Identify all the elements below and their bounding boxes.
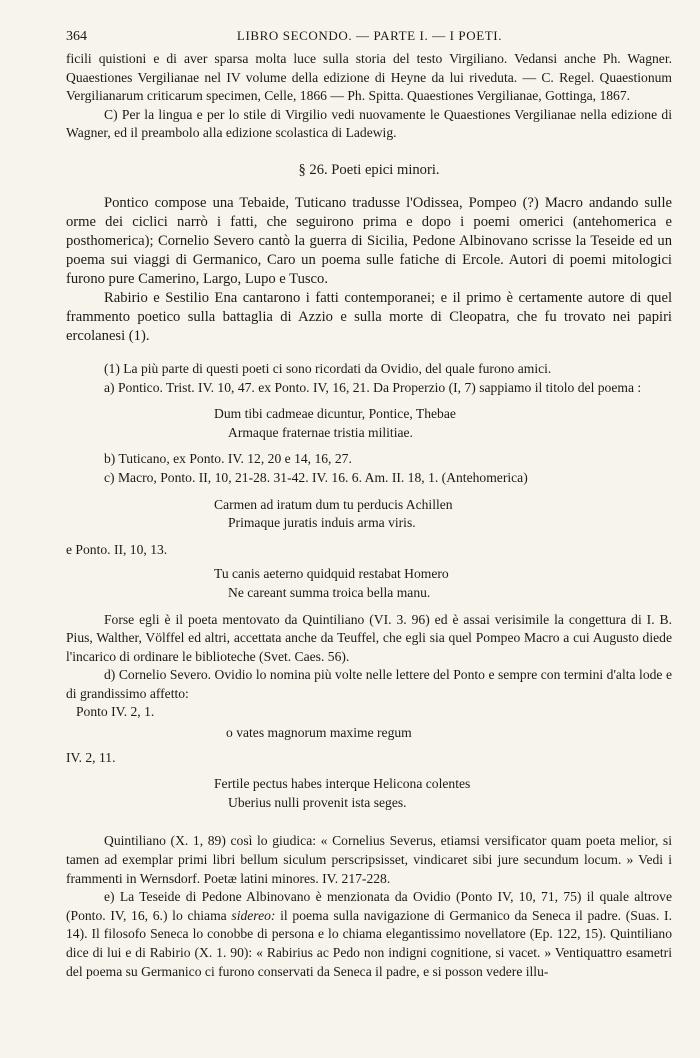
verse-line: Tu canis aeterno quidquid restabat Homero: [214, 566, 449, 582]
footnote-e: [66, 888, 672, 981]
verse-line: Ne careant summa troica bella manu.: [228, 584, 431, 600]
verse-line: Primaque juratis induis arma viris.: [228, 515, 416, 531]
italic-word: sidereo:: [231, 907, 276, 923]
verse-quote: [66, 565, 672, 602]
verse-line: Fertile pectus habes interque Helicona colentes: [214, 776, 471, 792]
verse-line: Uberius nulli provenit ista seges.: [228, 794, 407, 810]
top-paragraph: ficili quistioni e di aver sparsa molta luce sulla storia del testo Virgiliano. Vedansi anche Ph. Wagner. Quaestiones Vergilianae nel IV volume della edizione di Heyne da lui riveduta. — C. Regel. Quaestionum Vergilianarum criticarum specimen, Celle, 1866 — Ph. Spitta. Quaestiones Vergilianae, Gottinga, 1867.: [66, 51, 672, 104]
footnote-e-text: il poema sulla navigazione di Germanico da Seneca il padre. (Suas. I. 14). Il filosofo Seneca lo conobbe di persona e lo chiama elegantissimo novellatore (Ep. 122, 15). Quintiliano dice di lui e di Rabirio (X. 1. 90): « Rabirius ac Pedo non indigni cognitione, si vacet. » Ventiquattro esametri del poema su Germanico ci furono conservati da Seneca il padre, e si posson vedere illu-: [66, 907, 672, 979]
section-title: § 26. Poeti epici minori.: [298, 161, 440, 178]
footnote-a: a) Pontico. Trist. IV. 10, 47. ex Ponto. IV, 16, 21. Da Properzio (I, 7) sappiamo il titolo del poema :: [104, 379, 642, 395]
footnotes: [66, 360, 672, 981]
reference-line: IV. 2, 11.: [66, 749, 116, 765]
footnote-e-text: e) La Teseide di Pedone Albinovano è menzionata da Ovidio (Ponto IV, 10, 71, 75) il quale altrove (Ponto. IV, 16, 6.) lo chiama: [66, 889, 672, 923]
reference-line: e Ponto. II, 10, 13.: [66, 541, 168, 557]
footnote-paragraph: Quintiliano (X. 1, 89) così lo giudica: « Cornelius Severus, etiamsi versificator quam poeta melior, si tamen ad exemplar primi libri bellum siculum perscripsisset, vindicaret sibi jure secundum locum. » Vedi i frammenti in Wernsdorf. Poetæ latini minores. IV. 217-228.: [66, 833, 672, 886]
footnote-d: d) Cornelio Severo. Ovidio lo nomina più volte nelle lettere del Ponto e sempre con termini d'alta lode e di grandissimo affetto:: [66, 667, 672, 701]
page-number: 364: [66, 29, 87, 44]
verse-quote: [66, 775, 672, 812]
footnote-b: b) Tuticano, ex Ponto. IV. 12, 20 e 14, 16, 27.: [104, 451, 352, 467]
footnote-paragraph: Forse egli è il poeta mentovato da Quintiliano (VI. 3. 96) ed è assai verisimile la congettura di I. B. Pius, Walther, Völffel ed altri, accettata anche da Teuffel, che egli sia quel Pompeo Macro a cui Augusto diede l'incarico di ordinare le biblioteche (Svet. Caes. 56).: [66, 611, 672, 664]
body-paragraph: Rabirio e Sestilio Ena cantarono i fatti contemporanei; e il primo è certamente autore di quel frammento poetico sulla battaglia di Azzio e sulla morte di Cleopatra, che fu trovato nei papiri ercolanesi (1).: [66, 289, 672, 344]
footnote-c: c) Macro, Ponto. II, 10, 21-28. 31-42. IV. 16. 6. Am. II. 18, 1. (Antehomerica): [104, 469, 528, 485]
verse-line: o vates magnorum maxime regum: [226, 725, 412, 741]
top-paragraph-c: C) Per la lingua e per lo stile di Virgilio vedi nuovamente le Quaestiones Vergilianae nella edizione di Wagner, ed il preambolo alla edizione scolastica di Ladewig.: [66, 106, 672, 141]
verse-quote: [66, 496, 672, 533]
verse-quote: [66, 405, 672, 442]
page-header: [66, 26, 672, 46]
verse-line: Dum tibi cadmeae dicuntur, Pontice, Thebae: [214, 406, 456, 422]
footnote-1: (1) La più parte di questi poeti ci sono ricordati da Ovidio, del quale furono amici.: [104, 360, 552, 376]
running-title: LIBRO SECONDO. — PARTE I. — I POETI.: [236, 28, 503, 43]
verse-line: Carmen ad iratum dum tu perducis Achillen: [214, 496, 453, 512]
verse-line: Armaque fraternae tristia militiae.: [228, 424, 413, 440]
reference-line: Ponto IV. 2, 1.: [76, 704, 155, 720]
body-paragraph: Pontico compose una Tebaide, Tuticano tradusse l'Odissea, Pompeo (?) Macro andando sulle orme dei ciclici narrò i fatti, che seguirono prima e dopo i poemi omerici (antehomerica e posthomerica); Cornelio Severo cantò la guerra di Sicilia, Pedone Albinovano scrisse la Teseide ed un poema sui viaggi di Germanico, Caro un poema sulle fatiche di Ercole. Autori di poemi mitologici furono pure Camerino, Largo, Lupo e Tusco.: [66, 194, 672, 287]
